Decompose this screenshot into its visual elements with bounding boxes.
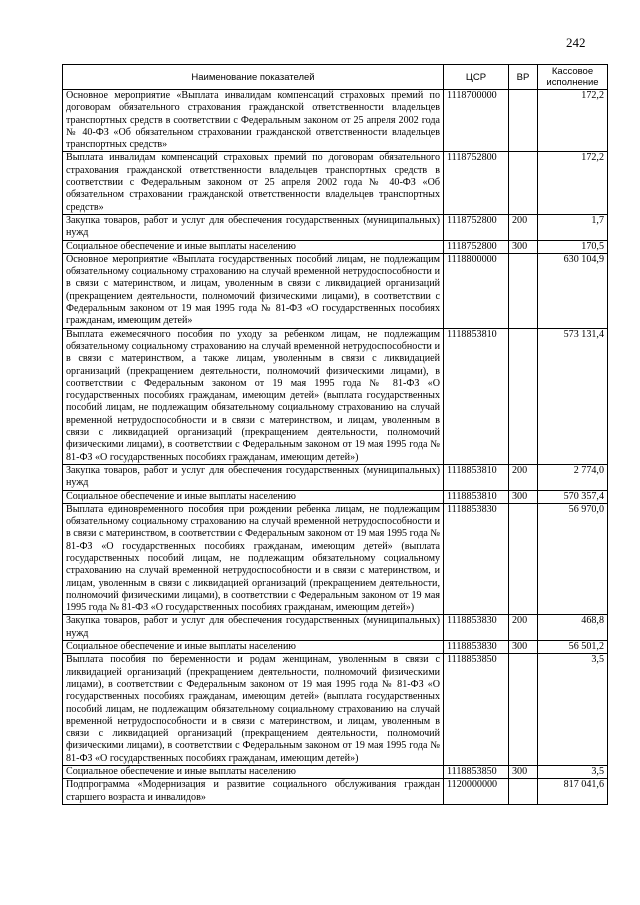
- cell-csr: 1118700000: [444, 90, 509, 152]
- cell-name: Выплата пособия по беременности и родам женщинам, уволенным в связи с ликвидацией организаций (прекращением деятельности, полномочий физическими лицами), в соответствии с Федеральным законом от 19 мая 1995 года № 81-ФЗ «О государственных пособиях гражданам, имеющим детей» (выплата государственных пособий лицам, не подлежащим обязательному социальному страхованию на случай временной нетрудоспособности и в связи с материнством, и лицам, уволенным в связи с ликвидацией организаций (прекращением деятельности, полномочий физическими лицами), в соответствии с Федеральным законом от 19 мая 1995 года № 81-ФЗ «О государственных пособиях гражданам, имеющим детей»): [63, 654, 444, 766]
- cell-csr: 1118853830: [444, 641, 509, 654]
- cell-sum: 817 041,6: [538, 779, 608, 805]
- cell-csr: 1118853810: [444, 328, 509, 464]
- cell-name: Социальное обеспечение и иные выплаты населению: [63, 641, 444, 654]
- table-row: [63, 766, 608, 779]
- table-row: [63, 240, 608, 253]
- cell-sum: 56 970,0: [538, 503, 608, 615]
- cell-sum: 172,2: [538, 152, 608, 214]
- cell-sum: 56 501,2: [538, 641, 608, 654]
- header-row: [63, 65, 608, 90]
- cell-vr: 300: [509, 490, 538, 503]
- cell-name: Закупка товаров, работ и услуг для обеспечения государственных (муниципальных) нужд: [63, 214, 444, 240]
- cell-vr: 200: [509, 464, 538, 490]
- cell-csr: 1118800000: [444, 253, 509, 328]
- cell-vr: 300: [509, 766, 538, 779]
- cell-vr: 300: [509, 641, 538, 654]
- cell-sum: 1,7: [538, 214, 608, 240]
- table-header: [63, 65, 608, 90]
- cell-csr: 1118853830: [444, 615, 509, 641]
- table-row: [63, 253, 608, 328]
- cell-vr: 300: [509, 240, 538, 253]
- cell-name: Закупка товаров, работ и услуг для обеспечения государственных (муниципальных) нужд: [63, 464, 444, 490]
- table-row: [63, 779, 608, 805]
- cell-sum: 468,8: [538, 615, 608, 641]
- cell-name: Закупка товаров, работ и услуг для обеспечения государственных (муниципальных) нужд: [63, 615, 444, 641]
- table-row: [63, 90, 608, 152]
- cell-csr: 1118752800: [444, 152, 509, 214]
- cell-sum: 573 131,4: [538, 328, 608, 464]
- table-row: [63, 615, 608, 641]
- budget-table: [62, 64, 608, 805]
- cell-csr: 1118853810: [444, 490, 509, 503]
- cell-csr: 1118853850: [444, 766, 509, 779]
- table-row: [63, 503, 608, 615]
- cell-vr: [509, 328, 538, 464]
- cell-sum: 2 774,0: [538, 464, 608, 490]
- cell-name: Выплата ежемесячного пособия по уходу за ребенком лицам, не подлежащим обязательному социальному страхованию на случай временной нетрудоспособности и в связи с материнством, а также лицам, уволенным в связи с ликвидацией организаций (прекращением деятельности, полномочий физическими лицами), в соответствии с Федеральным законом от 19 мая 1995 года № 81-ФЗ «О государственных пособиях гражданам, имеющим детей» (выплата государственных пособий лицам, не подлежащим обязательному социальному страхованию на случай временной нетрудоспособности и в связи с материнством, и лицам, уволенным в связи с ликвидацией организаций (прекращением деятельности, полномочий физическими лицами), в соответствии с Федеральным законом от 19 мая 1995 года № 81-ФЗ «О государственных пособиях гражданам, имеющим детей»): [63, 328, 444, 464]
- cell-csr: 1118853810: [444, 464, 509, 490]
- header-csr: ЦСР: [444, 65, 509, 90]
- cell-csr: 1118752800: [444, 240, 509, 253]
- cell-name: Социальное обеспечение и иные выплаты населению: [63, 490, 444, 503]
- cell-csr: 1118853830: [444, 503, 509, 615]
- header-vr: ВР: [509, 65, 538, 90]
- table-row: [63, 464, 608, 490]
- cell-name: Социальное обеспечение и иные выплаты населению: [63, 766, 444, 779]
- cell-csr: 1120000000: [444, 779, 509, 805]
- cell-name: Основное мероприятие «Выплата инвалидам компенсаций страховых премий по договорам обязательного страхования гражданской ответственности владельцев транспортных средств в соответствии с Федеральным законом от 25 апреля 2002 года № 40-ФЗ «Об обязательном страховании гражданской ответственности владельцев транспортных средств»: [63, 90, 444, 152]
- cell-name: Социальное обеспечение и иные выплаты населению: [63, 240, 444, 253]
- cell-sum: 570 357,4: [538, 490, 608, 503]
- cell-vr: 200: [509, 214, 538, 240]
- table-row: [63, 641, 608, 654]
- cell-vr: [509, 654, 538, 766]
- cell-sum: 630 104,9: [538, 253, 608, 328]
- page-number: 242: [566, 35, 586, 50]
- cell-sum: 172,2: [538, 90, 608, 152]
- table-row: [63, 214, 608, 240]
- cell-name: Выплата инвалидам компенсаций страховых премий по договорам обязательного страхования гражданской ответственности владельцев транспортных средств в соответствии с Федеральным законом от 25 апреля 2002 года № 40-ФЗ «Об обязательном страховании гражданской ответственности владельцев транспортных средств»: [63, 152, 444, 214]
- table-body: [63, 90, 608, 805]
- cell-name: Основное мероприятие «Выплата государственных пособий лицам, не подлежащим обязательному социальному страхованию на случай временной нетрудоспособности и в связи с материнством, и лицам, уволенным в связи с ликвидацией организаций (прекращением деятельности, полномочий физическими лицами), в соответствии с Федеральным законом от 19 мая 1995 года № 81-ФЗ «О государственных пособиях гражданам, имеющим детей»: [63, 253, 444, 328]
- cell-vr: 200: [509, 615, 538, 641]
- header-sum: Кассовое исполнение: [538, 65, 608, 90]
- cell-vr: [509, 779, 538, 805]
- cell-csr: 1118752800: [444, 214, 509, 240]
- cell-name: Подпрограмма «Модернизация и развитие социального обслуживания граждан старшего возраста и инвалидов»: [63, 779, 444, 805]
- cell-vr: [509, 503, 538, 615]
- cell-vr: [509, 253, 538, 328]
- cell-sum: 170,5: [538, 240, 608, 253]
- cell-vr: [509, 90, 538, 152]
- cell-name: Выплата единовременного пособия при рождении ребенка лицам, не подлежащим обязательному социальному страхованию на случай временной нетрудоспособности и в связи с материнством, в соответствии с Федеральным законом от 19 мая 1995 года № 81-ФЗ «О государственных пособиях гражданам, имеющим детей» (выплата государственных пособий лицам, не подлежащим обязательному социальному страхованию на случай временной нетрудоспособности и в связи с материнством, и лицам, уволенным в связи с ликвидацией организаций (прекращением деятельности, полномочий физическими лицами), в соответствии с Федеральным законом от 19 мая 1995 года № 81-ФЗ «О государственных пособиях гражданам, имеющим детей»): [63, 503, 444, 615]
- cell-sum: 3,5: [538, 654, 608, 766]
- table-row: [63, 152, 608, 214]
- table-row: [63, 654, 608, 766]
- table-row: [63, 490, 608, 503]
- cell-sum: 3,5: [538, 766, 608, 779]
- header-name: Наименование показателей: [63, 65, 444, 90]
- cell-csr: 1118853850: [444, 654, 509, 766]
- table-row: [63, 328, 608, 464]
- cell-vr: [509, 152, 538, 214]
